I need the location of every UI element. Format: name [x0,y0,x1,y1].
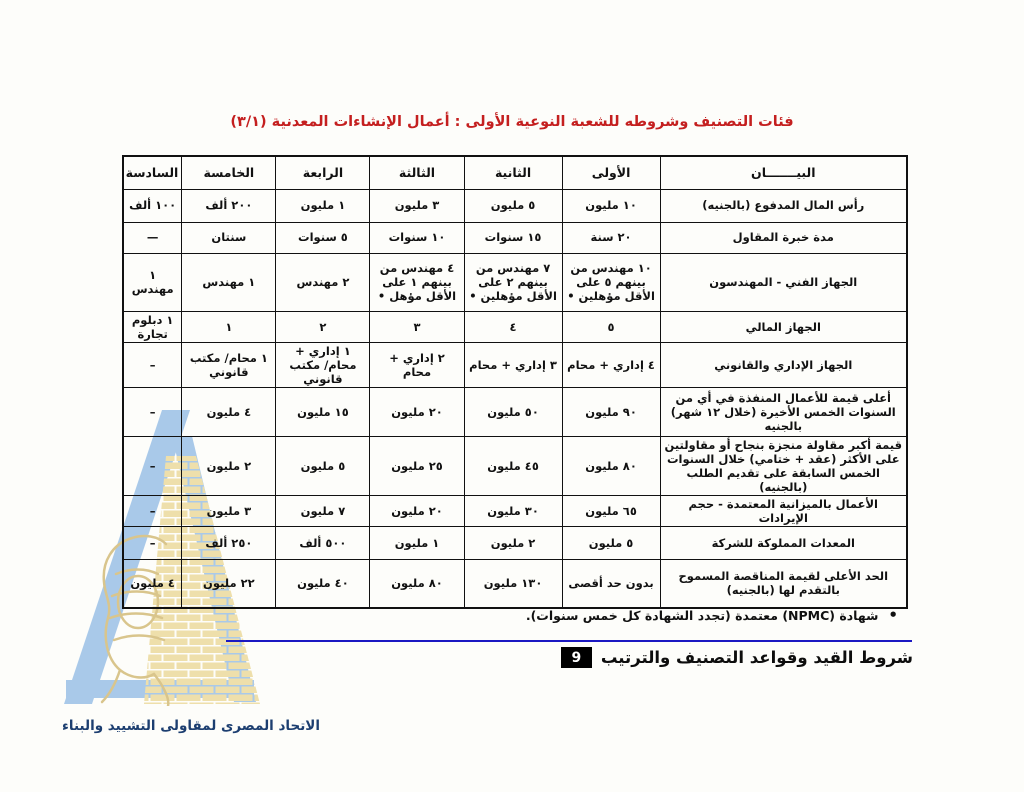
value-cell: ٢٥ مليون [370,436,464,495]
value-cell: ٢ مليون [182,436,276,495]
value-cell: ١ [182,311,276,342]
table-row [123,222,907,253]
value-cell: ٣ [370,311,464,342]
value-cell: – [123,387,182,436]
table-row [123,559,907,608]
value-cell: ٤ [464,311,562,342]
value-cell: ٤ مهندس من بينهم ١ على الأقل مؤهل • [370,253,464,311]
row-label-cell: رأس المال المدفوع (بالجنيه) [660,189,907,222]
section-heading-text: شروط القيد وقواعد التصنيف والترتيب [600,648,913,667]
value-cell: ٨٠ مليون [562,436,660,495]
value-cell: ١٠ مهندس من بينهم ٥ على الأقل مؤهلين • [562,253,660,311]
value-cell: ١٠ سنوات [370,222,464,253]
value-cell: ١٠٠ ألف [123,189,182,222]
header-class-6: السادسة [123,156,182,189]
value-cell: ٢٥٠ ألف [182,526,276,559]
table-row [123,253,907,311]
row-label-cell: الجهاز الإداري والقانوني [660,342,907,387]
value-cell: ٥ مليون [562,526,660,559]
value-cell: ٥ مليون [276,436,370,495]
header-class-3: الثالثة [370,156,464,189]
table-row [123,189,907,222]
value-cell: ١ مليون [370,526,464,559]
value-cell: ٤٥ مليون [464,436,562,495]
header-statement: البيـــــــان [660,156,907,189]
header-class-5: الخامسة [182,156,276,189]
value-cell: ٣ مليون [370,189,464,222]
value-cell: ٨٠ مليون [370,559,464,608]
row-label-cell: أعلى قيمة للأعمال المنفذة في أي من السنوات الخمس الأخيرة (خلال ١٢ شهر) بالجنيه [660,387,907,436]
value-cell: ٧ مليون [276,495,370,526]
value-cell: ١٥ سنوات [464,222,562,253]
value-cell: ١٣٠ مليون [464,559,562,608]
value-cell: ٢٠ سنة [562,222,660,253]
table-row [123,342,907,387]
value-cell: ٤ مليون [123,559,182,608]
value-cell: ٥ [562,311,660,342]
header-class-2: الثانية [464,156,562,189]
value-cell: ٣ مليون [182,495,276,526]
value-cell: ٩٠ مليون [562,387,660,436]
value-cell: ١ إداري + محام/ مكتب قانوني [276,342,370,387]
value-cell: ٥ مليون [464,189,562,222]
value-cell: ٢ [276,311,370,342]
table-header-row [123,156,907,189]
value-cell: بدون حد أقصى [562,559,660,608]
row-label-cell: الجهاز الفني - المهندسون [660,253,907,311]
value-cell: — [123,222,182,253]
value-cell: ١ مليون [276,189,370,222]
value-cell: ٢ إداري + محام [370,342,464,387]
value-cell: – [123,436,182,495]
value-cell: ٥٠ مليون [464,387,562,436]
value-cell: ٢ مليون [464,526,562,559]
page-title: فئات التصنيف وشروطه للشعبة النوعية الأولى : أعمال الإنشاءات المعدنية (٣/١) [230,114,794,130]
value-cell: ٥ سنوات [276,222,370,253]
section-divider-rule [226,640,912,642]
row-label-cell: الجهاز المالي [660,311,907,342]
value-cell: ٣٠ مليون [464,495,562,526]
value-cell: ٧ مهندس من بينهم ٢ على الأقل مؤهلين • [464,253,562,311]
value-cell: ٥٠٠ ألف [276,526,370,559]
row-label-cell: المعدات المملوكة للشركة [660,526,907,559]
value-cell: ٦٥ مليون [562,495,660,526]
value-cell: ٢٠٠ ألف [182,189,276,222]
header-class-4: الرابعة [276,156,370,189]
npmc-note [526,608,898,623]
value-cell: ٢ مهندس [276,253,370,311]
value-cell: ١٠ مليون [562,189,660,222]
value-cell: ٤ إداري + محام [562,342,660,387]
value-cell: ١ مهندس [123,253,182,311]
row-label-cell: مدة خبرة المقاول [660,222,907,253]
section-heading [561,647,913,668]
table-row [123,495,907,526]
footer-organization-name: الاتحاد المصرى لمقاولى التشييد والبناء [62,718,320,734]
value-cell: – [123,495,182,526]
classification-table-wrap [122,155,908,609]
value-cell: ١٥ مليون [276,387,370,436]
section-number-box: 9 [561,647,592,668]
value-cell: سنتان [182,222,276,253]
value-cell: – [123,526,182,559]
header-class-1: الأولى [562,156,660,189]
value-cell: ٢٠ مليون [370,495,464,526]
row-label-cell: الأعمال بالميزانية المعتمدة - حجم الإيرادات [660,495,907,526]
classification-table [122,155,908,609]
table-row [123,387,907,436]
value-cell: ١ مهندس [182,253,276,311]
value-cell: ٢٢ مليون [182,559,276,608]
npmc-note-text: شهادة (NPMC) معتمدة (تجدد الشهادة كل خمس سنوات). [525,608,879,623]
value-cell: ٤٠ مليون [276,559,370,608]
value-cell: – [123,342,182,387]
row-label-cell: قيمة أكبر مقاولة منجزة بنجاح أو مقاولتين على الأكثر (عقد + ختامي) خلال السنوات الخمس السابقة على تقديم الطلب (بالجنيه) [660,436,907,495]
value-cell: ٤ مليون [182,387,276,436]
value-cell: ٣ إداري + محام [464,342,562,387]
value-cell: ١ دبلوم تجارة [123,311,182,342]
value-cell: ٢٠ مليون [370,387,464,436]
value-cell: ١ محام/ مكتب قانوني [182,342,276,387]
table-row [123,526,907,559]
note-bullet-icon: • [888,606,898,624]
table-row [123,436,907,495]
table-row [123,311,907,342]
row-label-cell: الحد الأعلى لقيمة المناقصة المسموح بالتقدم لها (بالجنيه) [660,559,907,608]
